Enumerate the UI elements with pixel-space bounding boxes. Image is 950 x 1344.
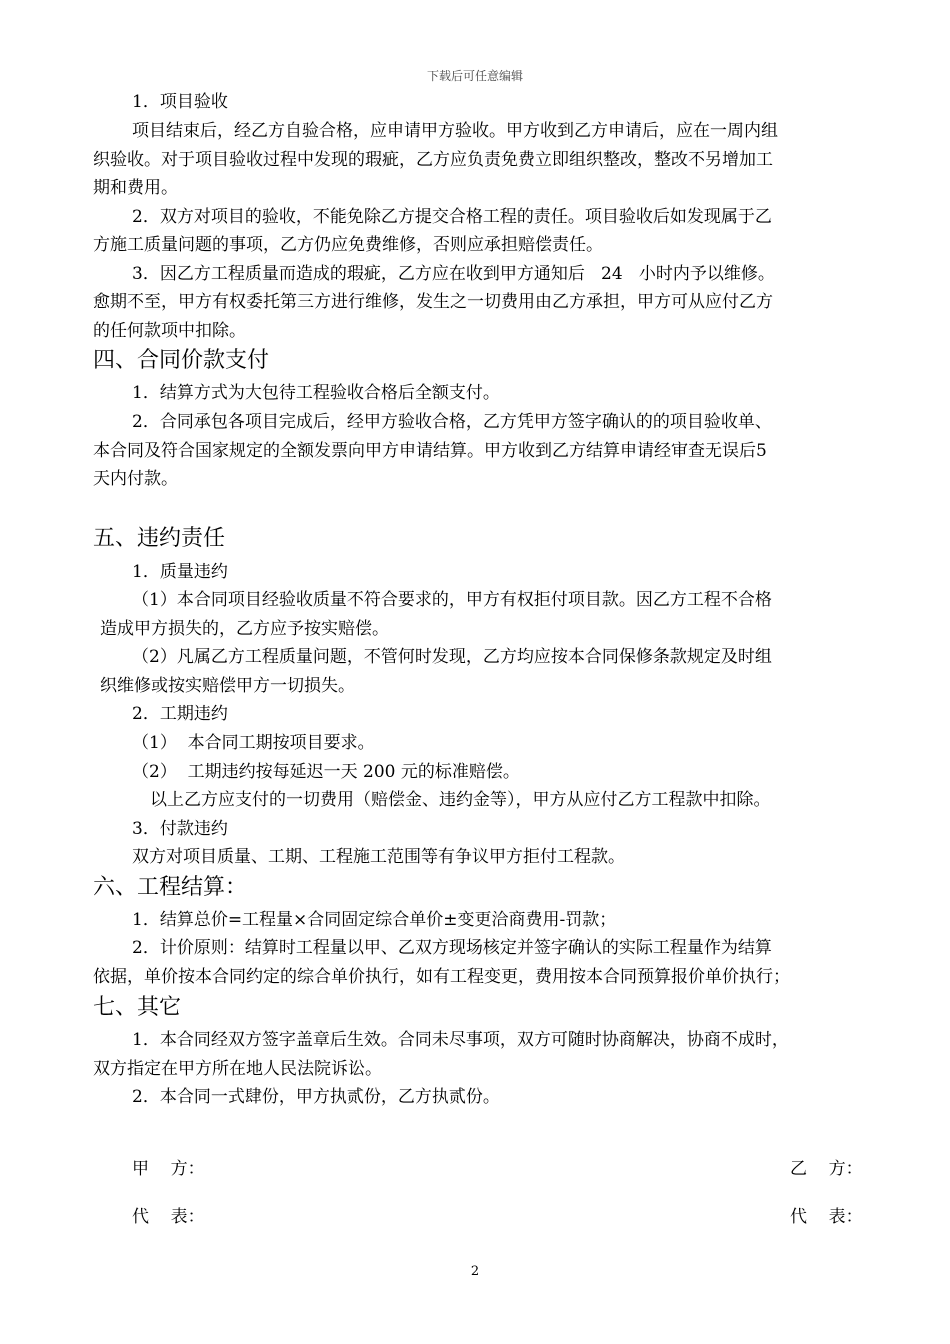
s5-sub2: 2．工期违约: [132, 704, 228, 724]
s3-item1-p3: 期和费用。: [93, 178, 178, 198]
party-b-label: 乙 方：: [790, 1159, 863, 1179]
s4-item2-p1: 2．合同承包各项目完成后，经甲方验收合格，乙方凭甲方签字确认的的项目验收单、: [132, 412, 772, 432]
s3-item2-p2: 方施工质量问题的事项，乙方仍应免费维修，否则应承担赔偿责任。: [93, 235, 603, 255]
s5-sub1-a1: （1）本合同项目经验收质量不符合要求的，甲方有权拒付项目款。因乙方工程不合格: [132, 590, 772, 610]
s5-sub1: 1．质量违约: [132, 562, 228, 582]
page-number: 2: [470, 1264, 480, 1279]
s5-sub2-b: （2） 工期违约按每延迟一天 200 元的标准赔偿。: [132, 762, 520, 782]
s5-sub1-a2: 造成甲方损失的，乙方应予按实赔偿。: [100, 619, 389, 639]
s5-sub1-b1: （2）凡属乙方工程质量问题，不管何时发现，乙方均应按本合同保修条款规定及时组: [132, 647, 772, 667]
section7-heading: 七、其它: [93, 995, 182, 1020]
s6-item2-p1: 2．计价原则：结算时工程量以甲、乙双方现场核定并签字确认的实际工程量作为结算: [132, 938, 772, 958]
s4-item2-p3: 天内付款。: [93, 469, 178, 489]
s4-item2-p2: 本合同及符合国家规定的全额发票向甲方申请结算。甲方收到乙方结算申请经审查无误后5: [93, 441, 767, 461]
s6-item1: 1．结算总价=工程量×合同固定综合单价±变更洽商费用-罚款；: [132, 910, 617, 930]
rep-b-label: 代 表：: [790, 1207, 863, 1227]
party-a-label: 甲 方：: [132, 1159, 205, 1179]
rep-a-label: 代 表：: [132, 1207, 205, 1227]
s3-item3-p3: 的任何款项中扣除。: [93, 321, 246, 341]
s7-item1-p2: 双方指定在甲方所在地人民法院诉讼。: [93, 1059, 382, 1079]
s5-sub2-a: （1） 本合同工期按项目要求。: [132, 733, 375, 753]
s4-item1: 1．结算方式为大包待工程验收合格后全额支付。: [132, 383, 500, 403]
header-note: 下载后可任意编辑: [426, 69, 523, 83]
s3-item1-p1: 项目结束后，经乙方自验合格，应申请甲方验收。甲方收到乙方申请后，应在一周内组: [132, 121, 778, 141]
s3-item3-p1: 3．因乙方工程质量而造成的瑕疵，乙方应在收到甲方通知后 24 小时内予以维修。: [132, 264, 775, 284]
section4-heading: 四、合同价款支付: [93, 348, 270, 373]
s5-sub2-c: 以上乙方应支付的一切费用（赔偿金、违约金等），甲方从应付乙方工程款中扣除。: [150, 790, 771, 810]
s5-sub3-a: 双方对项目质量、工期、工程施工范围等有争议甲方拒付工程款。: [132, 847, 625, 867]
s3-item1-title: 1．项目验收: [132, 92, 228, 112]
s7-item2: 2．本合同一式肆份，甲方执贰份，乙方执贰份。: [132, 1087, 500, 1107]
s3-item3-p2: 愈期不至，甲方有权委托第三方进行维修，发生之一切费用由乙方承担，甲方可从应付乙方: [93, 292, 773, 312]
s3-item1-p2: 织验收。对于项目验收过程中发现的瑕疵，乙方应负责免费立即组织整改，整改不另增加工: [93, 150, 773, 170]
s5-sub1-b2: 织维修或按实赔偿甲方一切损失。: [100, 676, 355, 696]
s6-item2-p2: 依据，单价按本合同约定的综合单价执行，如有工程变更，费用按本合同预算报价单价执行；: [93, 967, 790, 987]
s7-item1-p1: 1．本合同经双方签字盖章后生效。合同未尽事项，双方可随时协商解决，协商不成时，: [132, 1030, 789, 1050]
section5-heading: 五、违约责任: [93, 526, 226, 551]
s5-sub3: 3．付款违约: [132, 819, 228, 839]
section6-heading: 六、工程结算：: [93, 875, 248, 900]
s3-item2-p1: 2．双方对项目的验收，不能免除乙方提交合格工程的责任。项目验收后如发现属于乙: [132, 207, 772, 227]
